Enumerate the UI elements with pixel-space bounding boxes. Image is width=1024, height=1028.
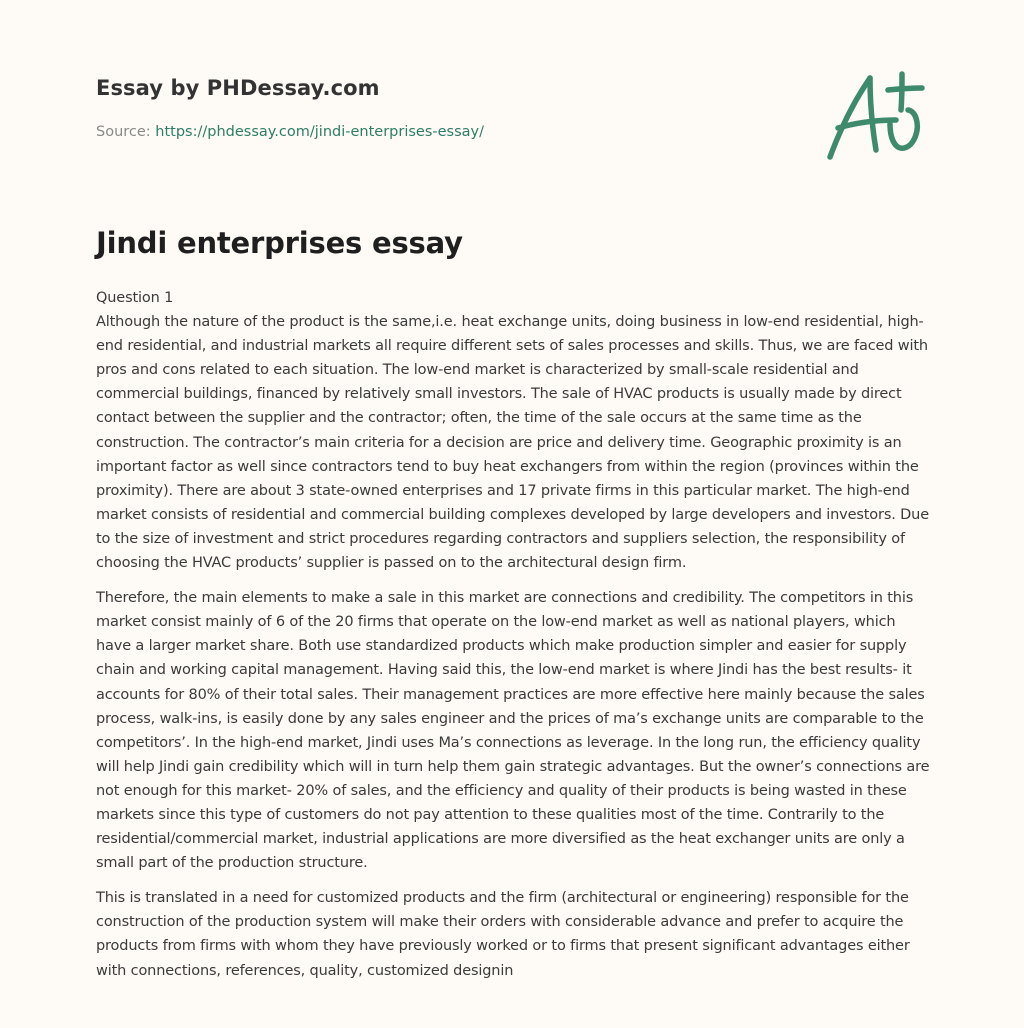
essay-body	[96, 286, 934, 994]
essay-paragraph: This is translated in a need for customized products and the firm (architectural or engineering) responsible for the construction of the production system will make their orders with considerable advance and prefer to acquire the products from firms with whom they have previously worked or to firms that present significant advantages either with connections, references, quality, customized designin	[96, 890, 910, 979]
essay-paragraph: Therefore, the main elements to make a sale in this market are connections and credibility. The competitors in this market consist mainly of 6 of the 20 firms that operate on the low-end market as well as national players, which have a larger market share. Both use standardized products which make production simpler and easier for supply chain and working capital management. Having said this, the low-end market is where Jindi has the best results- it accounts for 80% of their total sales. Their management practices are more effective here mainly because the sales process, walk-ins, is easily done by any sales engineer and the prices of ma’s exchange units are comparable to the competitors’. In the high-end market, Jindi uses Ma’s connections as leverage. In the long run, the efficiency quality will help Jindi gain credibility which will in turn help them gain strategic advantages. But the owner’s connections are not enough for this market- 20% of sales, and the efficiency and quality of their products is being wasted in these markets since this type of customers do not pay attention to these qualities most of the time. Contrarily to the residential/commercial market, industrial applications are more diversified as the heat exchanger units are only a small part of the production structure.	[96, 590, 930, 872]
source-link[interactable]: https://phdessay.com/jindi-enterprises-essay/	[155, 124, 484, 140]
essay-title: Jindi enterprises essay	[96, 226, 463, 260]
source-label: Source:	[96, 124, 151, 140]
paragraph-text: Although the nature of the product is the same,i.e. heat exchange units, doing business in low-end residential, high-end residential, and industrial markets all require different sets of sales processes and skills. Thus, we are faced with pros and cons related to each situation. The low-end market is characterized by small-scale residential and commercial buildings, financed by relatively small investors. The sale of HVAC products is usually made by direct contact between the supplier and the contractor; often, the time of the sale occurs at the same time as the construction. The contractor’s main criteria for a decision are price and delivery time. Geographic proximity is an important factor as well since contractors tend to buy heat exchangers from within the region (provinces within the proximity). There are about 3 state-owned enterprises and 17 private firms in this particular market. The high-end market consists of residential and commercial building complexes developed by large developers and investors. Due to the size of investment and strict procedures regarding contractors and suppliers selection, the responsibility of choosing the HVAC products’ supplier is passed on to the architectural design firm.	[96, 314, 929, 572]
site-brand[interactable]: Essay by PHDessay.com	[96, 76, 380, 100]
a-plus-logo-icon	[818, 64, 930, 166]
question-label: Question 1	[96, 290, 174, 306]
essay-paragraph	[96, 286, 934, 575]
source-line	[96, 124, 484, 140]
